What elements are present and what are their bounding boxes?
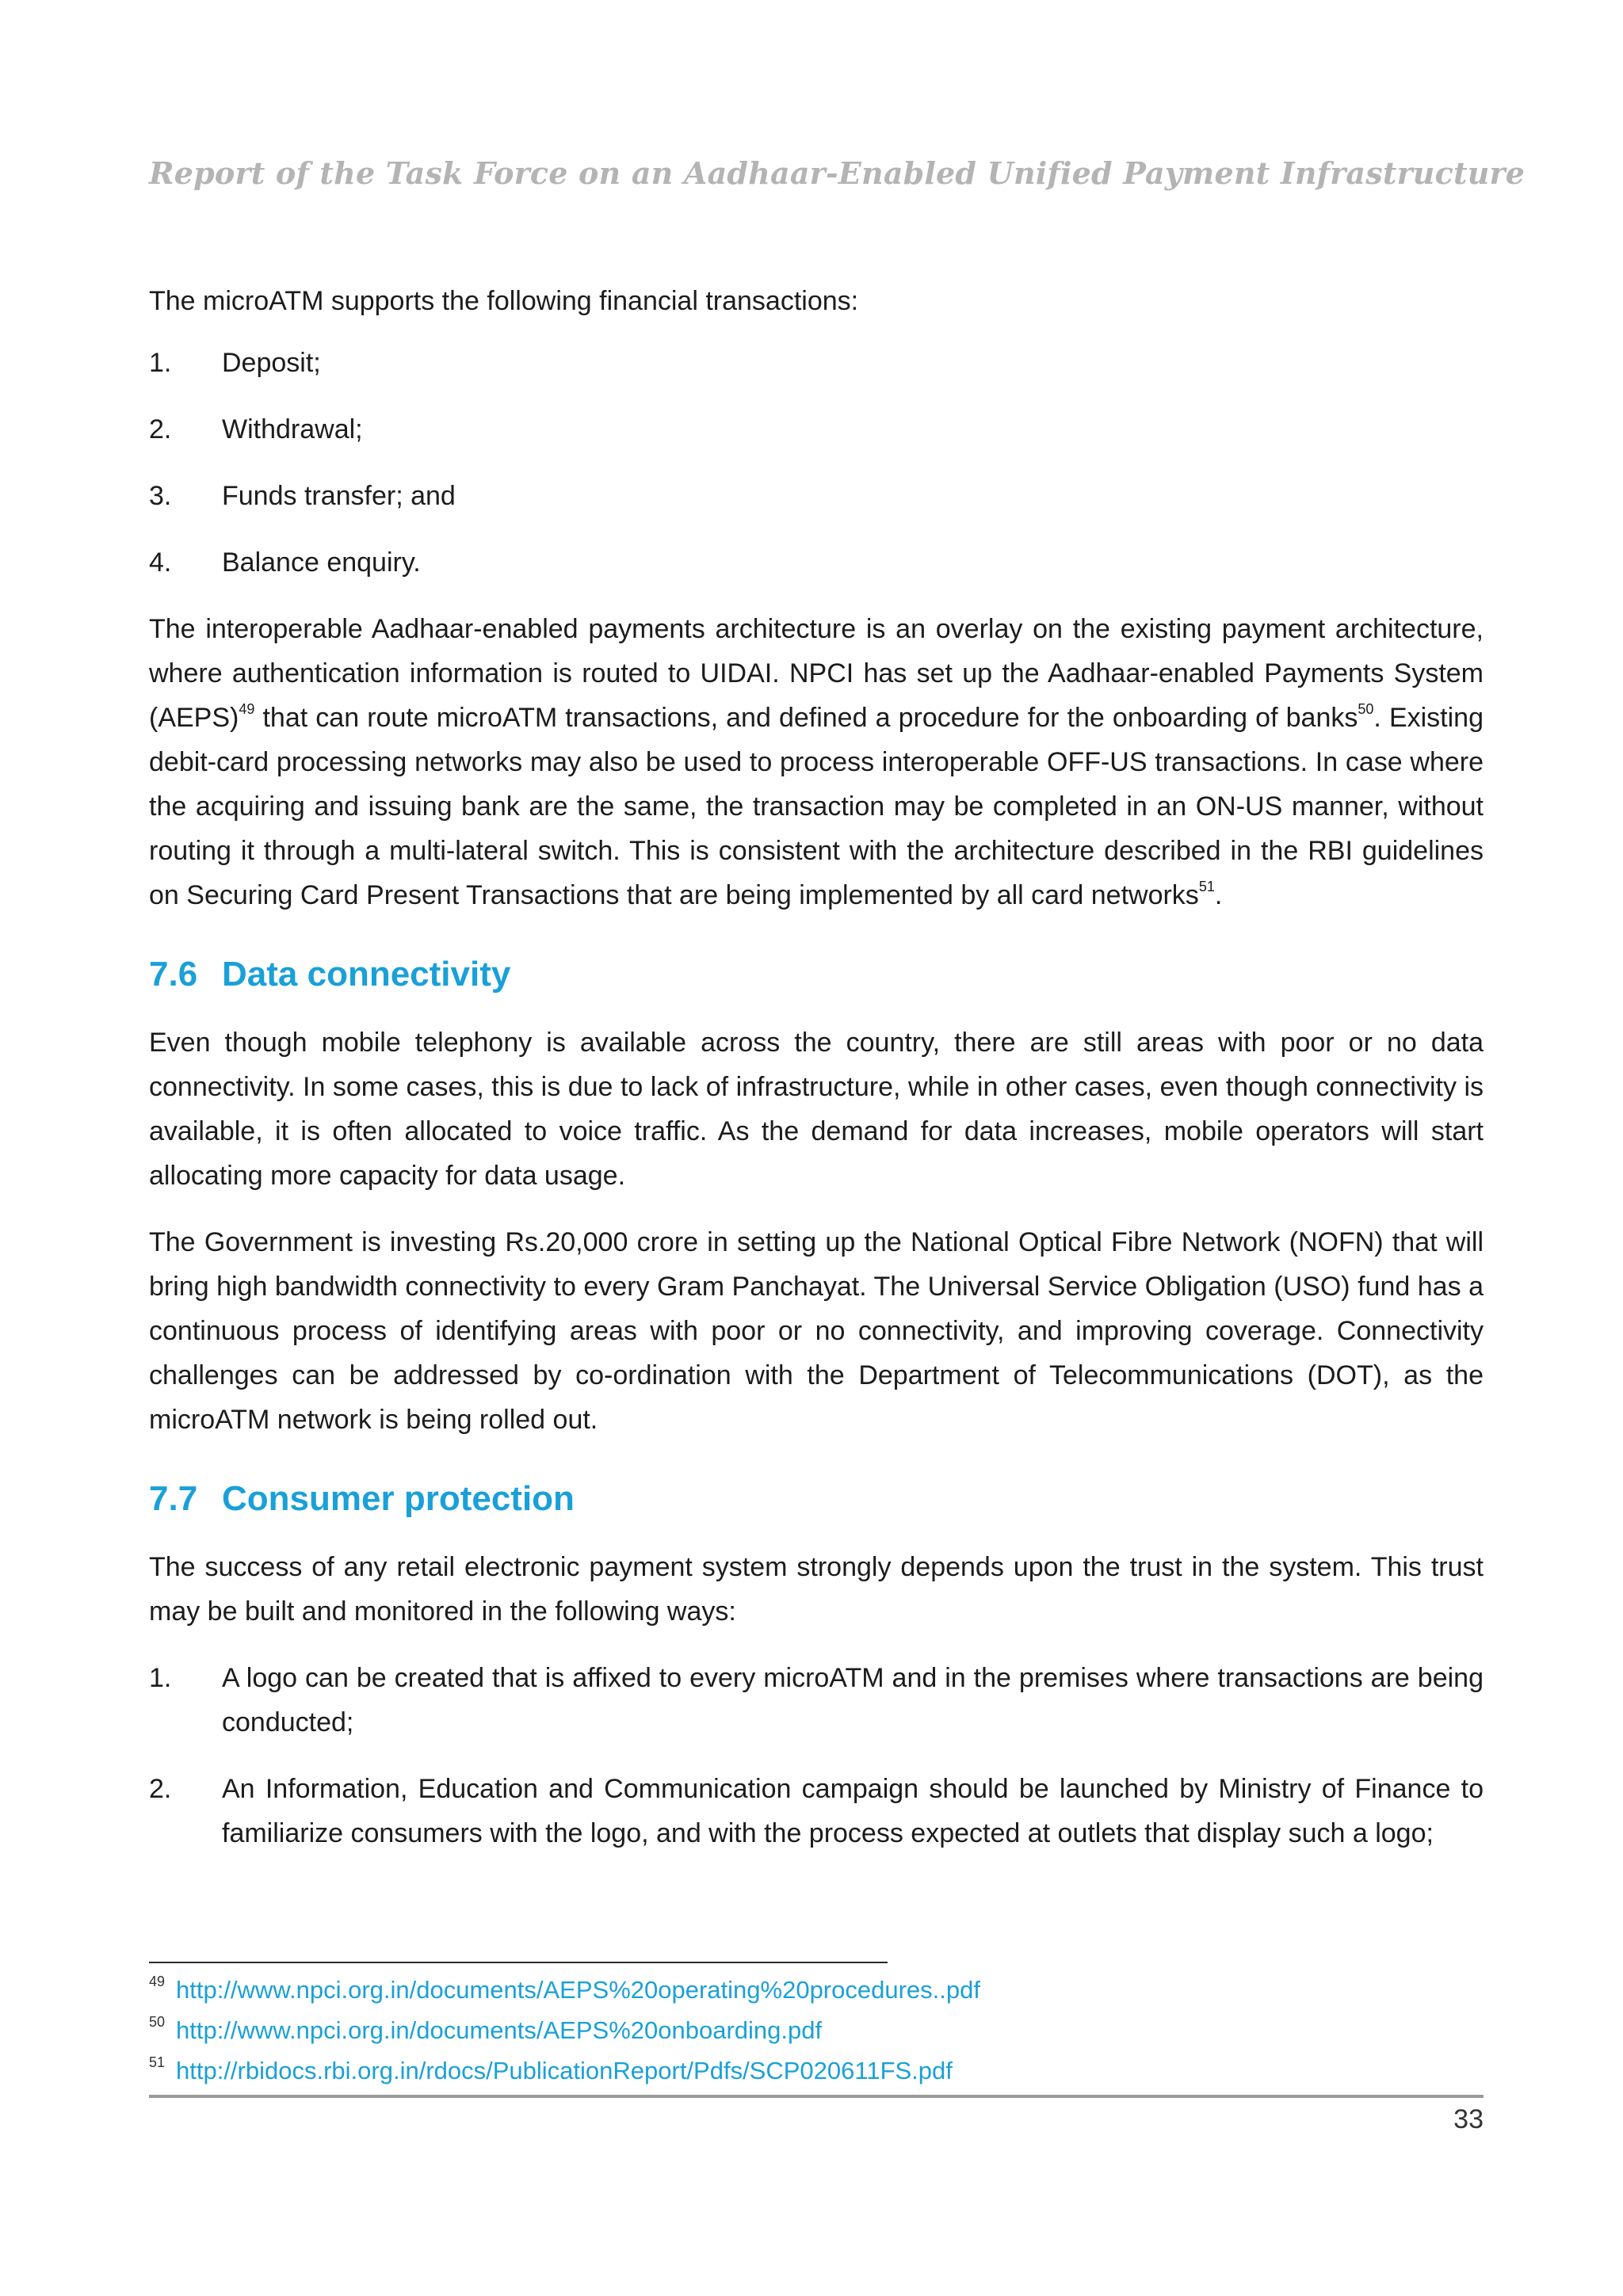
footnote-ref-51[interactable]: 51 — [1198, 878, 1215, 894]
list-item — [149, 540, 1484, 585]
consumer-protection-list — [149, 1656, 1484, 1855]
list-item — [149, 474, 1484, 518]
footnote-number: 50 — [149, 2014, 166, 2030]
list-item-number: 1. — [149, 1663, 172, 1693]
page-body — [149, 279, 1484, 1878]
list-item-number: 3. — [149, 481, 172, 511]
page-number: 33 — [1453, 2104, 1484, 2134]
list-item — [149, 1656, 1484, 1745]
section-number: 7.7 — [149, 1479, 198, 1518]
footnote-link[interactable]: http://www.npci.org.in/documents/AEPS%20operating%20procedures..pdf — [176, 1976, 980, 2004]
list-item-text: Funds transfer; and — [222, 481, 456, 511]
intro-paragraph: The microATM supports the following financial transactions: — [149, 286, 859, 316]
list-item-number: 2. — [149, 1774, 172, 1804]
section-heading-data-connectivity — [149, 952, 1484, 997]
section-heading-consumer-protection — [149, 1477, 1484, 1521]
footnotes — [149, 1970, 1484, 2091]
list-item-text: Balance enquiry. — [222, 547, 421, 578]
footnote-number: 49 — [149, 1974, 166, 1989]
section-number: 7.6 — [149, 955, 198, 994]
architecture-text-3: . Existing debit-card processing networks may also be used to process interoperable OFF-US transactions. In case where the acquiring and issuing bank are the same, the transaction may be completed in an ON-US manner, without routing it through a multi-lateral switch. This is consistent with the architecture described in the RBI guidelines on Securing Card Present Transactions that are being implemented by all card networks — [149, 703, 1484, 910]
section-title: Consumer protection — [222, 1479, 575, 1518]
connectivity-paragraph-1: Even though mobile telephony is available across the country, there are still areas with poor or no data connectivity. In some cases, this is due to lack of infrastructure, while in other cases, even though connectivity is available, it is often allocated to voice traffic. As the demand for data increases, mobile operators will start allocating more capacity for data usage. — [149, 1028, 1484, 1191]
list-item-text: Withdrawal; — [222, 414, 363, 444]
footnote-divider — [149, 1962, 888, 1963]
section-title: Data connectivity — [222, 955, 511, 994]
running-header: Report of the Task Force on an Aadhaar-Enabled Unified Payment Infrastructure — [149, 155, 1526, 191]
list-item-text: Deposit; — [222, 348, 321, 378]
list-item-number: 2. — [149, 414, 172, 444]
transactions-list — [149, 341, 1484, 585]
list-item-text: An Information, Education and Communication campaign should be launched by Ministry of Finance to familiarize consumers with the logo, and with the process expected at outlets that display such a logo; — [222, 1774, 1484, 1848]
list-item — [149, 1767, 1484, 1855]
footnote-link[interactable]: http://www.npci.org.in/documents/AEPS%20onboarding.pdf — [176, 2016, 823, 2044]
footnote-number: 51 — [149, 2054, 166, 2070]
footnote-ref-49[interactable]: 49 — [239, 700, 255, 717]
footnote-link[interactable]: http://rbidocs.rbi.org.in/rdocs/PublicationReport/Pdfs/SCP020611FS.pdf — [176, 2057, 953, 2084]
architecture-paragraph — [149, 607, 1484, 917]
architecture-text-1: The interoperable Aadhaar-enabled payments architecture is an overlay on the existing payment architecture, where authentication information is routed to UIDAI. NPCI has set up the Aadhaar-enabled Payments System (AEPS) — [149, 614, 1484, 733]
footnote-50 — [149, 2010, 1484, 2050]
list-item-text: A logo can be created that is affixed to every microATM and in the premises where transactions are being conducted; — [222, 1663, 1484, 1737]
footnote-ref-50[interactable]: 50 — [1358, 700, 1374, 717]
footnote-51 — [149, 2050, 1484, 2091]
footnote-49 — [149, 1970, 1484, 2010]
consumer-protection-paragraph: The success of any retail electronic payment system strongly depends upon the trust in the system. This trust may be built and monitored in the following ways: — [149, 1552, 1484, 1627]
architecture-text-2: that can route microATM transactions, and defined a procedure for the onboarding of banks — [254, 703, 1358, 733]
list-item-number: 4. — [149, 547, 172, 578]
list-item — [149, 341, 1484, 385]
list-item — [149, 407, 1484, 452]
connectivity-paragraph-2: The Government is investing Rs.20,000 crore in setting up the National Optical Fibre Network (NOFN) that will bring high bandwidth connectivity to every Gram Panchayat. The Universal Service Obligation (USO) fund has a continuous process of identifying areas with poor or no connectivity, and improving coverage. Connectivity challenges can be addressed by co-ordination with the Department of Telecommunications (DOT), as the microATM network is being rolled out. — [149, 1227, 1484, 1435]
architecture-text-4: . — [1214, 880, 1223, 910]
footer-divider — [149, 2095, 1484, 2098]
list-item-number: 1. — [149, 348, 172, 378]
